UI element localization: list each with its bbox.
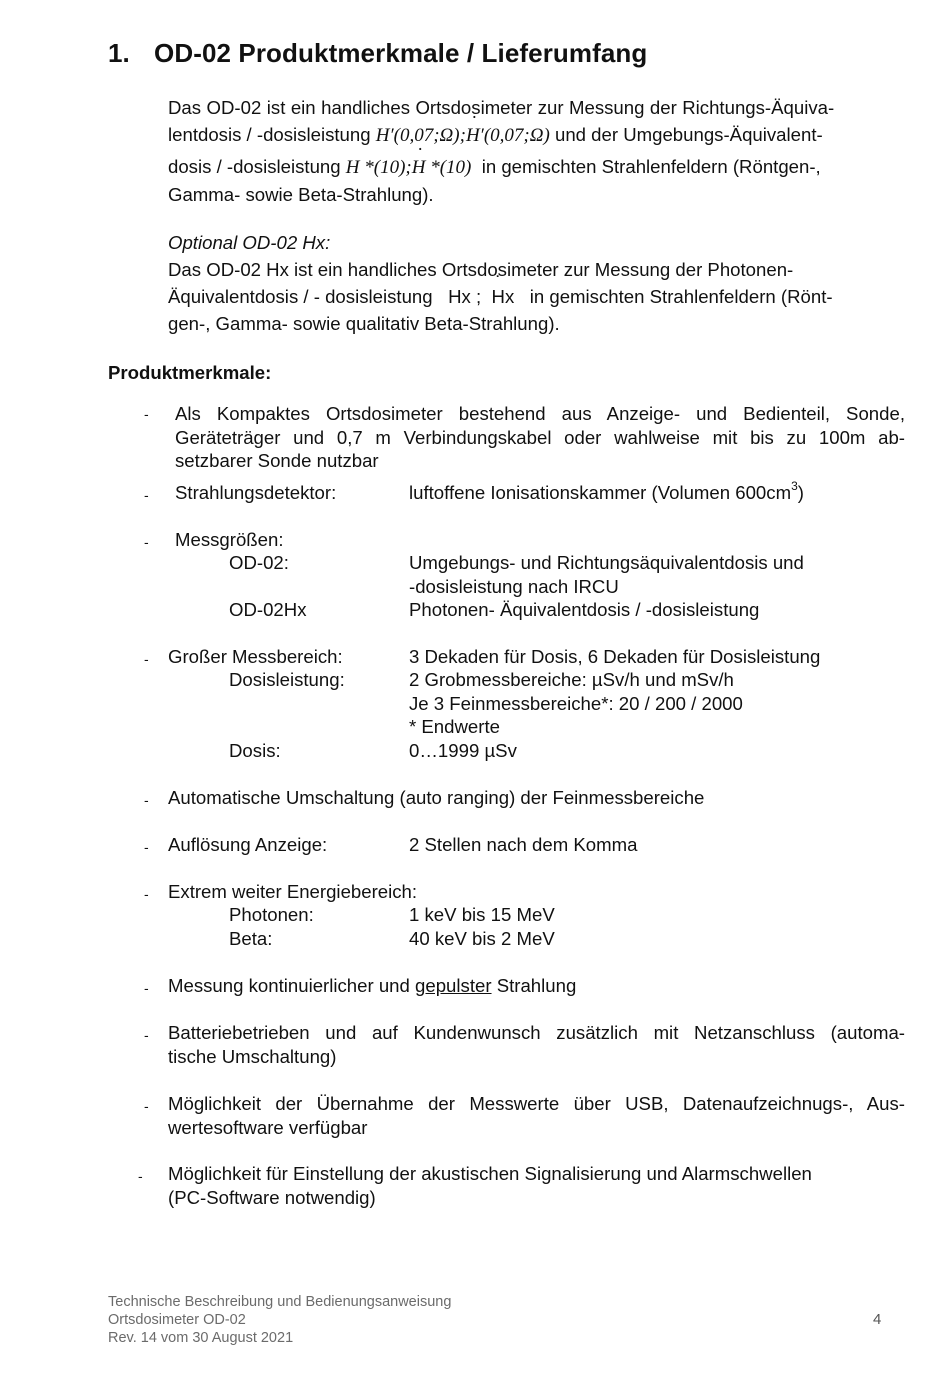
od02-value: -dosisleistung nach IRCU: [409, 576, 619, 597]
feature-line: Möglichkeit für Einstellung der akustischen Signalisierung und Alarmschwellen: [168, 1163, 812, 1184]
formula: [376, 125, 550, 146]
intro-line: Gamma- sowie Beta-Strahlung).: [168, 184, 434, 205]
heading-number: 1.: [108, 38, 130, 68]
footer-line: Technische Beschreibung und Bedienungsanweisung: [108, 1294, 452, 1310]
hx-symbol: Hx ;: [448, 286, 482, 307]
feature-line: Batteriebetrieben und auf Kundenwunsch zusätzlich mit Netzanschluss (automa-: [168, 1022, 905, 1043]
features-heading: Produktmerkmale:: [108, 362, 272, 383]
bullet-dash: -: [144, 534, 149, 550]
detector-text: ): [797, 482, 804, 503]
feature-line: wertesoftware verfügbar: [168, 1116, 368, 1138]
photon-value: 1 keV bis 15 MeV: [409, 904, 555, 925]
footer-line: Ortsdosimeter OD-02: [108, 1312, 246, 1328]
feature-line: Als Kompaktes Ortsdosimeter bestehend aus Anzeige- und Bedienteil, Sonde,: [175, 403, 905, 424]
dose-label: Dosis:: [229, 740, 281, 761]
bullet-dash: -: [144, 1098, 149, 1114]
bullet-dash: -: [138, 1168, 143, 1184]
page-footer: [108, 1293, 451, 1347]
od02-label: OD-02:: [229, 552, 289, 573]
intro-text: in gemischten Strahlenfeldern (Röntgen-,: [481, 156, 821, 177]
optional-text: Äquivalentdosis / - dosisleistung: [168, 286, 433, 307]
section-heading: [108, 38, 647, 69]
feature-line: Geräteträger und 0,7 m Verbindungskabel oder wahlweise mit bis zu 100m ab-: [175, 426, 905, 448]
intro-line: [168, 121, 904, 149]
feature-battery: [168, 1021, 905, 1068]
intro-line: Das OD-02 ist ein handliches Ortsdosimeter zur Messung der Richtungs-Äquiva-: [168, 97, 835, 118]
formula-part: *(10): [425, 157, 472, 178]
pulsed-underlined: gepulster: [415, 975, 492, 996]
feature-auto-ranging: Automatische Umschaltung (auto ranging) der Feinmessbereiche: [168, 787, 705, 808]
optional-paragraph: [168, 229, 904, 337]
intro-text: lentdosis / -dosisleistung: [168, 124, 371, 145]
od02-value: Umgebungs- und Richtungsäquivalentdosis und: [409, 552, 804, 573]
beta-label: Beta:: [229, 928, 273, 949]
resolution-label: Auflösung Anzeige:: [168, 834, 328, 855]
feature-line: setzbarer Sonde nutzbar: [175, 450, 379, 471]
feature-pulsed: [168, 974, 576, 998]
feature-acoustic: [168, 1162, 905, 1209]
heading-title: OD-02 Produktmerkmale / Lieferumfang: [154, 38, 648, 68]
feature-line: tische Umschaltung): [168, 1045, 337, 1067]
bullet-dash: -: [144, 1027, 149, 1043]
bullet-dash: -: [144, 792, 149, 808]
formula-part: ′(0,07;Ω): [479, 125, 550, 146]
bullet-dash: -: [144, 839, 149, 855]
formula-part: H′(0,07;Ω);: [375, 125, 466, 146]
bullet-dash: -: [144, 651, 149, 667]
doserate-value: Je 3 Feinmessbereiche*: 20 / 200 / 2000: [409, 693, 743, 714]
formula: [346, 157, 472, 178]
optional-text: in gemischten Strahlenfeldern (Rönt-: [529, 286, 833, 307]
formula-dot-symbol: ˙ H: [466, 122, 480, 149]
formula-dot-symbol: ˙ H: [412, 154, 426, 181]
resolution-value: 2 Stellen nach dem Komma: [409, 834, 638, 855]
hx-subscript: x: [504, 286, 515, 307]
pulsed-text: Strahlung: [491, 975, 577, 996]
detector-superscript: 3: [791, 478, 798, 493]
intro-line: [168, 153, 904, 181]
bullet-dash: -: [144, 886, 149, 902]
range-label: Großer Messbereich:: [168, 646, 343, 667]
intro-text: dosis / -dosisleistung: [168, 156, 341, 177]
bullet-dash: -: [144, 980, 149, 996]
intro-text: und der Umgebungs-Äquivalent-: [554, 124, 823, 145]
intro-paragraph: [168, 94, 904, 208]
detector-value: [409, 478, 804, 505]
optional-line: gen-, Gamma- sowie qualitativ Beta-Strahlung).: [168, 313, 560, 334]
od02hx-label: OD-02Hx: [229, 599, 307, 620]
doserate-value: 2 Grobmessbereiche: µSv/h und mSv/h: [409, 669, 734, 690]
footer-line: Rev. 14 vom 30 August 2021: [108, 1330, 294, 1346]
doserate-label: Dosisleistung:: [229, 669, 345, 690]
page-number: 4: [873, 1311, 882, 1328]
quantities-label: Messgrößen:: [175, 529, 284, 550]
photon-label: Photonen:: [229, 904, 314, 925]
optional-line: Das OD-02 Hx ist ein handliches Ortsdosimeter zur Messung der Photonen-: [168, 259, 794, 280]
feature-usb: [168, 1092, 905, 1139]
detector-text: luftoffene Ionisationskammer (Volumen 600cm: [409, 482, 792, 503]
bullet-dash: -: [144, 406, 149, 422]
doserate-note: * Endwerte: [409, 716, 500, 737]
formula-part: H *(10);: [345, 157, 412, 178]
detector-label: Strahlungsdetektor:: [175, 482, 337, 503]
optional-line: [168, 283, 904, 310]
energy-label: Extrem weiter Energiebereich:: [168, 881, 418, 902]
bullet-dash: -: [144, 487, 149, 503]
beta-value: 40 keV bis 2 MeV: [409, 928, 555, 949]
feature-line: (PC-Software notwendig): [168, 1186, 376, 1208]
od02hx-value: Photonen- Äquivalentdosis / -dosisleistung: [409, 599, 760, 620]
feature-line: Möglichkeit der Übernahme der Messwerte über USB, Datenaufzeichnugs-, Aus-: [168, 1093, 905, 1114]
range-value: 3 Dekaden für Dosis, 6 Dekaden für Dosisleistung: [409, 646, 821, 667]
pulsed-text: Messung kontinuierlicher und: [168, 975, 416, 996]
hx-dot-symbol: ˙ H: [492, 283, 505, 310]
feature-kompakt: [175, 402, 905, 473]
optional-title: Optional OD-02 Hx:: [168, 232, 331, 253]
dose-value: 0…1999 µSv: [409, 740, 517, 761]
